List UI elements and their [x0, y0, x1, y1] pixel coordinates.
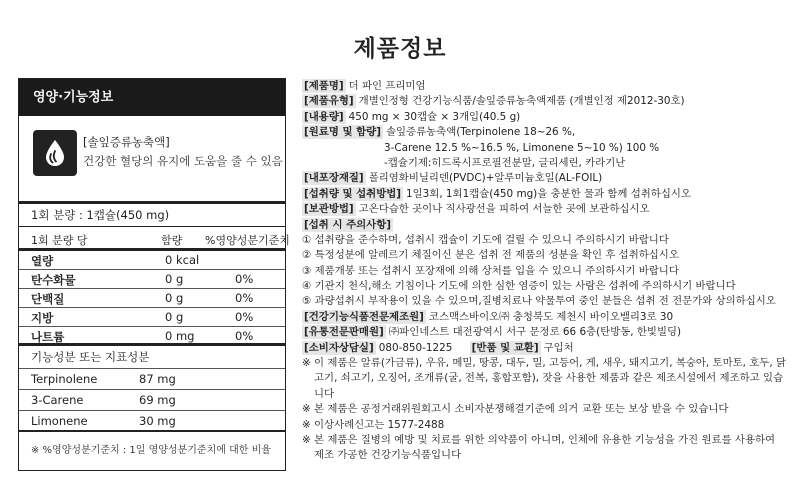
caution-item: ④ 기관지 천식,해소 기침이나 기도에 의한 심한 염증이 있는 사람은 섭취에 주의하시기 바랍니다 — [302, 280, 736, 293]
caution-item: ① 섭취량을 준수하며, 섭취시 캡슐이 기도에 걸릴 수 있으니 주의하시기 바랍니다 — [302, 233, 669, 246]
col-amount: 함량 — [161, 234, 183, 247]
product-type-line — [302, 94, 788, 109]
nutrient-row-carbohydrate — [19, 270, 285, 289]
nutrient-column-header — [19, 227, 290, 251]
nutrient-dv: 0% — [235, 291, 254, 305]
functional-ingredient-row — [19, 369, 285, 390]
return-label: [반품 및 교환] — [471, 341, 539, 354]
caution-item: ③ 제품개봉 또는 섭취시 포장재에 의해 상처를 입을 수 있으니 주의하시기 바랍니다 — [302, 264, 679, 277]
return-value: 구입처 — [543, 341, 574, 354]
intake-value: 1일3회, 1회1캡슐(450 mg)을 충분한 물과 함께 섭취하십시오 — [406, 187, 691, 200]
cautions-header — [302, 218, 788, 233]
ingredients-line — [302, 125, 788, 140]
intake-line — [302, 187, 788, 202]
nutrient-dv: 0% — [235, 272, 254, 286]
exchange-note: ※ 본 제품은 공정거래위원회고시 소비자분쟁해결기준에 의거 교환 또는 보상 받을 수 있습니다 — [302, 403, 729, 416]
report-note: ※ 이상사례신고는 1577-2488 — [302, 418, 445, 431]
functional-ingredient-row — [19, 411, 285, 432]
disclaimer-note: ※ 본 제품은 질병의 예방 및 치료를 위한 의약품이 아니며, 인체에 유용한 기능성을 가진 원료를 사용하여 제조 가공한 건강기능식품입니다 — [302, 434, 776, 462]
nutrient-value: 0 kcal — [165, 253, 200, 267]
content-label: [내용량] — [304, 110, 344, 123]
col-per-serving: 1회 분량 당 — [31, 234, 88, 247]
functional-ingredient-row — [19, 390, 285, 411]
nutrient-name: 열량 — [31, 254, 54, 268]
nutrient-name: 탄수화물 — [31, 273, 76, 287]
product-type-label: [제품유형] — [304, 95, 354, 108]
content-line — [302, 110, 788, 125]
nutrient-row-protein — [19, 289, 285, 308]
consultation-value: 080-850-1225 — [378, 341, 453, 354]
packaging-line — [302, 171, 788, 186]
ingredient-value: 69 mg — [139, 393, 176, 407]
ingredients-line-3: -캡슐기제:히드록시프로필전분말, 글리세린, 카라기난 — [384, 156, 626, 169]
col-daily-value: %영양성분기준치 — [205, 234, 290, 247]
distributor-line — [302, 325, 788, 340]
ingredients-line-2: 3-Carene 12.5 %~16.5 %, Limonene 5~10 %) 100 % — [384, 141, 660, 154]
nutrient-value: 0 g — [165, 291, 184, 305]
drop-icon — [33, 130, 77, 176]
consultation-label: [소비자상담실] — [304, 341, 374, 354]
caution-item: ② 특정성분에 알레르기 체질이신 분은 섭취 전 제품의 성분을 확인 후 섭취하십시오 — [302, 249, 679, 262]
manufacturer-label: [건강기능식품전문제조원] — [304, 310, 424, 323]
nutrition-panel — [18, 78, 290, 471]
daily-value-footnote: ※ %영양성분기준치 : 1일 영양성분기준치에 대한 비율 — [31, 445, 271, 456]
nutrient-name: 단백질 — [31, 292, 65, 306]
caution-item: ⑤ 과량섭취시 부작용이 있을 수 있으며,질병치료나 약물투여 중인 분들은 섭취 전 전문가와 상의하십시오 — [302, 295, 776, 308]
nutrient-name: 나트륨 — [31, 330, 65, 344]
functional-claim-box — [19, 116, 285, 204]
intake-label: [섭취량 및 섭취방법] — [304, 187, 402, 200]
ingredient-name: 3-Carene — [31, 393, 84, 407]
nutrient-dv: 0% — [235, 310, 254, 324]
packaging-label: [내포장재질] — [304, 172, 364, 185]
nutrient-value: 0 g — [165, 272, 184, 286]
nutrient-value: 0 mg — [165, 329, 195, 343]
functional-ingredients-header: 기능성분 또는 지표성분 — [19, 346, 285, 369]
nutrient-row-fat — [19, 308, 285, 327]
product-name-value: 더 파인 프리미엄 — [348, 80, 426, 92]
ingredient-value: 30 mg — [139, 414, 176, 428]
functional-claim-text: 건강한 혈당의 유지에 도움을 줄 수 있음 — [83, 154, 283, 168]
storage-label: [보관방법] — [304, 203, 354, 216]
product-name-label: [제품명] — [304, 80, 344, 92]
functional-ingredient-name: [솔잎증류농축액] — [83, 135, 170, 149]
product-name-line — [302, 79, 788, 94]
packaging-value: 폴리염화비닐리덴(PVDC)+알루미늄호일(AL-FOIL) — [368, 172, 603, 185]
cautions-label: [섭취 시 주의사항] — [304, 218, 391, 231]
panel-header: 영양·기능정보 — [19, 79, 285, 116]
ingredients-label: [원료명 및 함량] — [304, 126, 381, 139]
ingredient-name: Terpinolene — [31, 372, 98, 386]
nutrient-value: 0 g — [165, 310, 184, 324]
storage-line — [302, 202, 788, 217]
distributor-label: [유통전문판매원] — [304, 326, 384, 339]
distributor-value: ㈜파인네스트 대전광역시 서구 문정로 66 6층(탄방동, 한빛빌딩) — [388, 326, 682, 339]
product-type-value: 개별인정형 건강기능식품/솔잎증류농축액제품 (개별인정 제2012-30호) — [358, 95, 685, 108]
page-title: 제품정보 — [353, 36, 447, 62]
allergen-note: ※ 이 제품은 알류(가금류), 우유, 메밀, 땅콩, 대두, 밀, 고등어, 게, 새우, 돼지고기, 복숭아, 토마토, 호두, 닭고기, 쇠고기, 오징어, 조개류(굴, 전복, 홍합포함), 잣을 사용한 제품과 같은 제조시설에서 제조하고 있습니다 — [302, 357, 786, 400]
serving-size: 1회 분량 : 1캡슐(450 mg) — [19, 204, 285, 227]
product-info-list — [302, 79, 788, 464]
content-value: 450 mg × 30캡슐 × 3개입(40.5 g) — [348, 110, 521, 123]
consultation-line — [302, 341, 788, 356]
nutrient-name: 지방 — [31, 311, 54, 325]
storage-value: 고온다습한 곳이나 직사광선을 피하여 서늘한 곳에 보관하십시오 — [358, 203, 650, 216]
ingredient-name: Limonene — [31, 414, 88, 428]
manufacturer-line — [302, 310, 788, 325]
ingredient-value: 87 mg — [139, 372, 176, 386]
nutrient-dv: 0% — [235, 329, 254, 343]
nutrient-row-calories — [19, 251, 285, 270]
nutrient-row-sodium — [19, 327, 285, 346]
manufacturer-value: 코스맥스바이오㈜ 충청북도 제천시 바이오밸리3로 30 — [428, 310, 674, 323]
ingredients-line-1: 솔잎증류농축액(Terpinolene 18~26 %, — [385, 126, 576, 139]
